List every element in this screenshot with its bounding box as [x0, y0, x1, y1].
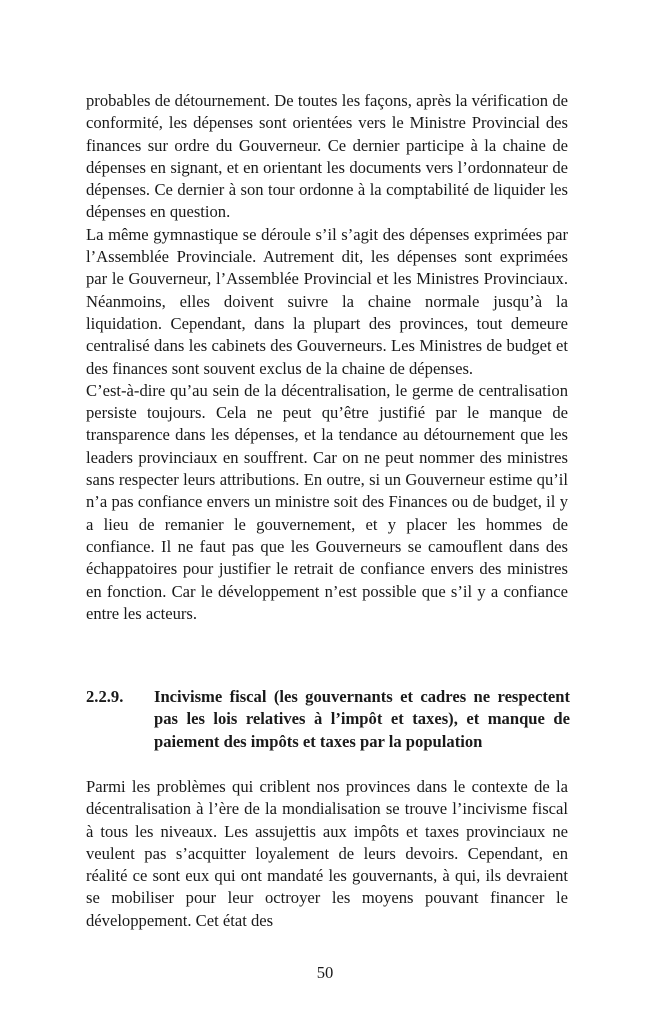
paragraph: probables de détournement. De toutes les façons, après la vérification de conformité, les dépenses sont orientées vers le Ministre Provincial des finances sur ordre du Gouverneur. Ce dernier participe à la chaine de dépenses en signant, et en orientant les documents vers l’ordonnateur de dépenses. Ce dernier à son tour ordonne à la comptabilité de liquider les dépenses en question.: [86, 91, 568, 222]
page-number: 50: [316, 963, 334, 982]
text-block-top: [86, 90, 568, 625]
paragraph: La même gymnastique se déroule s’il s’agit des dépenses exprimées par l’Assemblée Provinciale. Autrement dit, les dépenses sont exprimées par le Gouverneur, l’Assemblée Provincial et les Ministres Provinciaux. Néanmoins, elles doivent suivre la chaine normale jusqu’à la liquidation. Cependant, dans la plupart des provinces, tout demeure centralisé dans les cabinets des Gouverneurs. Les Ministres de budget et des finances sont souvent exclus de la chaine de dépenses.: [86, 224, 568, 378]
section-title: Incivisme fiscal (les gouvernants et cadres ne respectent pas les lois relatives à l’impôt et taxes), et manque de paiement des impôts et taxes par la population: [154, 687, 570, 751]
text-block-bottom: [86, 776, 568, 932]
section-heading: [86, 686, 570, 753]
section-number: 2.2.9.: [86, 687, 124, 706]
paragraph: Parmi les problèmes qui criblent nos provinces dans le contexte de la décentralisation à l’ère de la mondialisation se trouve l’incivisme fiscal à tous les niveaux. Les assujettis aux impôts et taxes provinciaux ne veulent pas s’acquitter loyalement de leurs devoirs. Cependant, en réalité ce sont eux qui ont mandaté les gouvernants, à qui, ils devraient se mobiliser pour leur octroyer les moyens pouvant financer le développement. Cet état des: [86, 777, 568, 930]
paragraph: C’est-à-dire qu’au sein de la décentralisation, le germe de centralisation persiste toujours. Cela ne peut qu’être justifié par le manque de transparence dans les dépenses, et la tendance au détournement que les leaders provinciaux en souffrent. Car on ne peut nommer des ministres sans respecter leurs attributions. En outre, si un Gouverneur estime qu’il n’a pas confiance envers un ministre soit des Finances ou de budget, il y a lieu de remanier le gouvernement, et y placer les hommes de confiance. Il ne faut pas que les Gouverneurs se camouflent dans des échappatoires pour justifier le retrait de confiance envers des ministres en fonction. Car le développement n’est possible que s’il y a confiance entre les acteurs.: [86, 380, 568, 623]
